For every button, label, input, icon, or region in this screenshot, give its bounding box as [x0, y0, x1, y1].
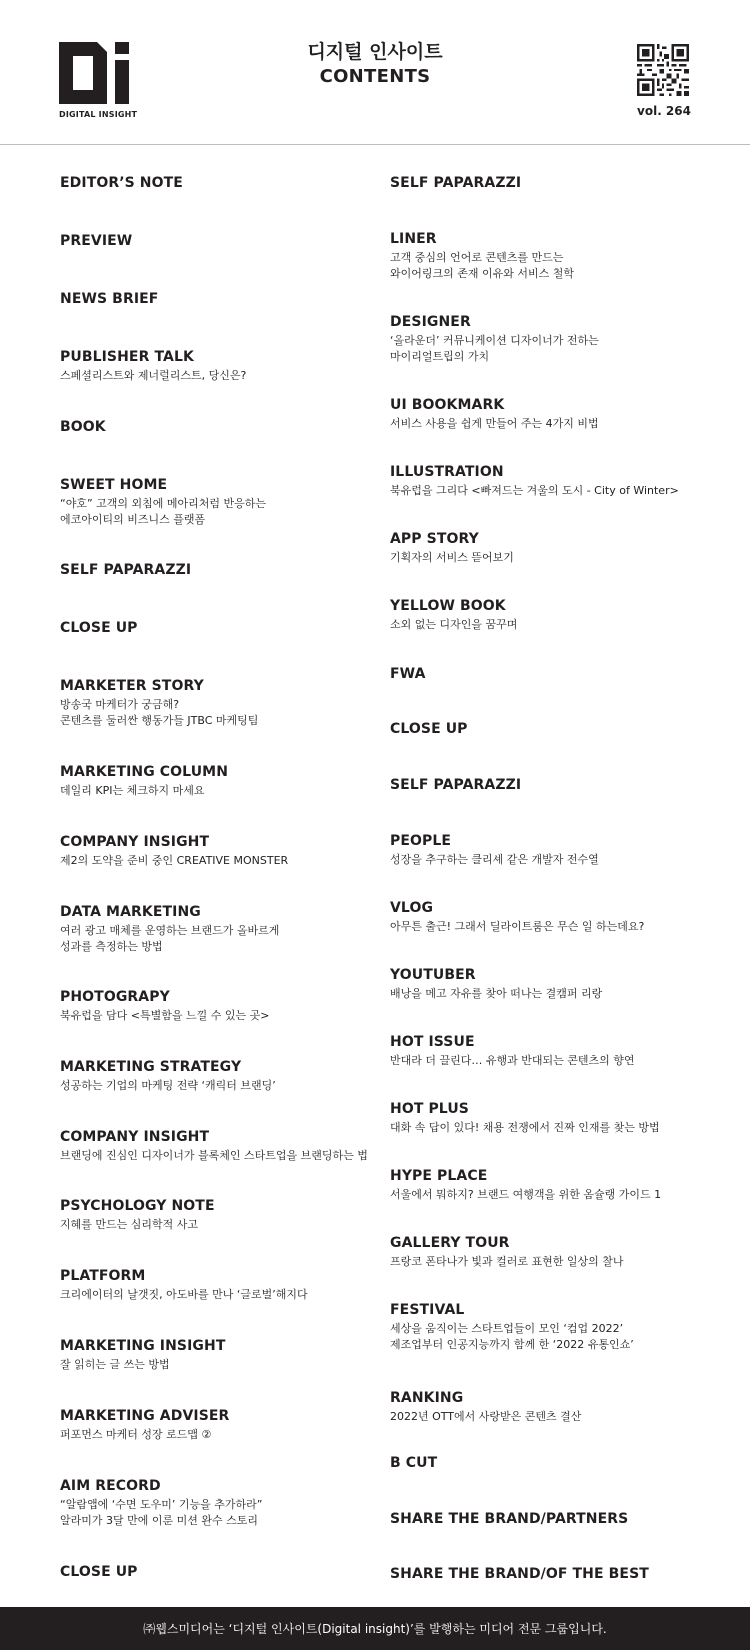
contents-heading: CONTENTS: [319, 66, 431, 87]
contents-entry[interactable]: [390, 776, 740, 794]
contents-entry[interactable]: [60, 1058, 375, 1094]
section-title: YELLOW BOOK: [390, 598, 506, 614]
section-title: SELF PAPARAZZI: [390, 175, 522, 191]
article-description: 알라미가 3달 만에 이룬 미션 완수 스토리: [60, 1514, 258, 1527]
article-description: 세상을 움직이는 스타트업들이 모인 ‘컴업 2022’: [390, 1322, 624, 1335]
section-title: MARKETER STORY: [60, 678, 204, 694]
section-title: SHARE THE BRAND/OF THE BEST: [390, 1566, 649, 1582]
section-title: COMPANY INSIGHT: [60, 834, 210, 850]
masthead: [0, 0, 750, 145]
contents-entry[interactable]: [390, 1454, 740, 1472]
contents-entry[interactable]: [60, 1563, 375, 1581]
section-title: NEWS BRIEF: [60, 291, 159, 307]
article-description: 마이리얼트립의 가치: [390, 350, 490, 363]
contents-entry[interactable]: [60, 232, 375, 250]
article-description: 지혜를 만드는 심리학적 사고: [60, 1218, 199, 1231]
section-title: UI BOOKMARK: [390, 397, 505, 413]
article-description: 데일리 KPI는 체크하지 마세요: [60, 784, 205, 797]
section-title: RANKING: [390, 1390, 464, 1406]
article-description: ‘올라운더’ 커뮤니케이션 디자이너가 전하는: [390, 334, 599, 347]
section-title: HOT ISSUE: [390, 1034, 475, 1050]
article-description: 스페셜리스트와 제너럴리스트, 당신은?: [60, 369, 247, 382]
contents-entry[interactable]: [390, 1100, 740, 1136]
contents-entry[interactable]: [60, 418, 375, 436]
contents-entry[interactable]: [60, 763, 375, 799]
contents-entry[interactable]: [60, 1128, 375, 1164]
di-logo-mark: [59, 42, 135, 104]
contents-entry[interactable]: [390, 1167, 740, 1203]
section-title: MARKETING INSIGHT: [60, 1338, 226, 1354]
article-description: 잘 읽히는 글 쓰는 방법: [60, 1358, 170, 1371]
article-description: 콘텐츠를 둘러싼 행동가들 JTBC 마케팅팀: [60, 714, 259, 727]
article-description: 대화 속 답이 있다! 채용 전쟁에서 진짜 인재를 찾는 방법: [390, 1121, 660, 1134]
article-description: 에코아이티의 비즈니스 플랫폼: [60, 513, 206, 526]
article-description: 소외 없는 디자인을 꿈꾸며: [390, 618, 518, 631]
article-description: 와이어링크의 존재 이유와 서비스 철학: [390, 267, 575, 280]
contents-entry[interactable]: [60, 619, 375, 637]
article-description: 배낭을 메고 자유를 찾아 떠나는 결캠퍼 리랑: [390, 987, 603, 1000]
contents-entry[interactable]: [390, 1565, 740, 1583]
article-description: 여러 광고 매체를 운영하는 브랜드가 올바르게: [60, 924, 280, 937]
publisher-footer: [0, 1607, 750, 1650]
contents-entry[interactable]: [390, 966, 740, 1002]
contents-entry[interactable]: [390, 174, 740, 192]
article-description: 2022년 OTT에서 사랑받은 콘텐츠 결산: [390, 1410, 582, 1423]
contents-entry[interactable]: [60, 1337, 375, 1373]
contents-entry[interactable]: [60, 476, 375, 528]
contents-entry[interactable]: [390, 1389, 740, 1425]
contents-entry[interactable]: [390, 396, 740, 432]
article-description: 크리에이터의 날갯짓, 아도바를 만나 ‘글로벌’해지다: [60, 1288, 308, 1301]
contents-entry[interactable]: [390, 720, 740, 738]
contents-entry[interactable]: [390, 832, 740, 868]
contents-entry[interactable]: [390, 1510, 740, 1528]
contents-entry[interactable]: [60, 290, 375, 308]
article-description: “야호” 고객의 외침에 메아리처럼 반응하는: [60, 497, 267, 510]
article-description: 기획자의 서비스 뜯어보기: [390, 551, 514, 564]
section-title: ILLUSTRATION: [390, 464, 504, 480]
section-title: SHARE THE BRAND/PARTNERS: [390, 1511, 629, 1527]
logo-wordmark: DIGITAL INSIGHT: [59, 110, 138, 119]
section-title: FESTIVAL: [390, 1302, 465, 1318]
contents-entry[interactable]: [390, 1301, 740, 1353]
section-title: BOOK: [60, 419, 106, 435]
contents-entry[interactable]: [390, 1234, 740, 1270]
contents-entry[interactable]: [390, 597, 740, 633]
section-title: FWA: [390, 666, 426, 682]
section-title: EDITOR’S NOTE: [60, 175, 183, 191]
article-description: 서울에서 뭐하지? 브랜드 여행객을 위한 옴슐랭 가이드 1: [390, 1188, 662, 1201]
contents-entry[interactable]: [390, 530, 740, 566]
contents-entry[interactable]: [60, 1477, 375, 1529]
article-description: “알람앱에 ‘수면 도우미’ 기능을 추가하라”: [60, 1498, 263, 1511]
contents-entry[interactable]: [60, 988, 375, 1024]
section-title: PUBLISHER TALK: [60, 349, 194, 365]
article-description: 퍼포먼스 마케터 성장 로드맵 ②: [60, 1428, 212, 1441]
article-description: 성공하는 기업의 마케팅 전략 ‘캐릭터 브랜딩’: [60, 1079, 276, 1092]
contents-entry[interactable]: [60, 1407, 375, 1443]
article-description: 제조업부터 인공지능까지 함께 한 ‘2022 유통인쇼’: [390, 1338, 634, 1351]
title-block: [250, 40, 500, 90]
magazine-title-korean: 디지털 인사이트: [307, 41, 443, 63]
volume-number: vol. 264: [637, 104, 691, 118]
section-title: HYPE PLACE: [390, 1168, 488, 1184]
section-title: PEOPLE: [390, 833, 452, 849]
article-description: 프랑코 폰타나가 빛과 컬러로 표현한 일상의 찰나: [390, 1255, 624, 1268]
section-title: YOUTUBER: [390, 967, 476, 983]
section-title: VLOG: [390, 900, 434, 916]
section-title: APP STORY: [390, 531, 479, 547]
contents-entry[interactable]: [60, 348, 375, 384]
section-title: PHOTOGRAPY: [60, 989, 170, 1005]
contents-entry[interactable]: [390, 230, 740, 282]
section-title: MARKETING COLUMN: [60, 764, 229, 780]
contents-entry[interactable]: [60, 561, 375, 579]
article-description: 제2의 도약을 준비 중인 CREATIVE MONSTER: [60, 854, 289, 867]
section-title: MARKETING ADVISER: [60, 1408, 230, 1424]
section-title: HOT PLUS: [390, 1101, 469, 1117]
contents-entry[interactable]: [390, 463, 740, 499]
section-title: PLATFORM: [60, 1268, 146, 1284]
section-title: DATA MARKETING: [60, 904, 201, 920]
article-description: 성과를 측정하는 방법: [60, 940, 163, 953]
contents-entry[interactable]: [60, 903, 375, 955]
section-title: DESIGNER: [390, 314, 471, 330]
section-title: CLOSE UP: [60, 1564, 138, 1580]
section-title: PSYCHOLOGY NOTE: [60, 1198, 215, 1214]
section-title: SWEET HOME: [60, 477, 168, 493]
article-description: 서비스 사용을 쉽게 만들어 주는 4가지 비법: [390, 417, 599, 430]
digital-insight-logo: [59, 42, 139, 119]
article-description: 북유럽을 담다 <특별함을 느낄 수 있는 곳>: [60, 1009, 270, 1022]
section-title: MARKETING STRATEGY: [60, 1059, 242, 1075]
article-description: 북유럽을 그리다 <빠져드는 겨울의 도시 - City of Winter>: [390, 484, 679, 497]
article-description: 아무튼 출근! 그래서 딜라이트룸은 무슨 일 하는데요?: [390, 920, 645, 933]
contents-entry[interactable]: [60, 174, 375, 192]
contents-entry[interactable]: [390, 665, 740, 683]
article-description: 반대라 더 끌린다… 유행과 반대되는 콘텐츠의 향연: [390, 1054, 635, 1067]
article-description: 방송국 마케터가 궁금해?: [60, 698, 180, 711]
contents-entry[interactable]: [60, 677, 375, 729]
contents-entry[interactable]: [60, 833, 375, 869]
section-title: LINER: [390, 231, 437, 247]
section-title: CLOSE UP: [60, 620, 138, 636]
article-description: 브랜딩에 진심인 디자이너가 블록체인 스타트업을 브랜딩하는 법: [60, 1149, 368, 1162]
section-title: PREVIEW: [60, 233, 133, 249]
footer-text: ㈜웹스미디어는 ‘디지털 인사이트(Digital insight)’를 발행하는 미디어 전문 그룹입니다.: [143, 1622, 607, 1636]
article-description: 고객 중심의 언어로 콘텐츠를 만드는: [390, 251, 564, 264]
section-title: GALLERY TOUR: [390, 1235, 510, 1251]
header-divider: [0, 144, 750, 145]
contents-entry[interactable]: [60, 1267, 375, 1303]
section-title: SELF PAPARAZZI: [390, 777, 522, 793]
section-title: AIM RECORD: [60, 1478, 161, 1494]
section-title: CLOSE UP: [390, 721, 468, 737]
contents-entry[interactable]: [60, 1197, 375, 1233]
section-title: SELF PAPARAZZI: [60, 562, 192, 578]
contents-entry[interactable]: [390, 1033, 740, 1069]
qr-code-icon[interactable]: [637, 44, 689, 96]
section-title: COMPANY INSIGHT: [60, 1129, 210, 1145]
contents-entry[interactable]: [390, 313, 740, 365]
contents-entry[interactable]: [390, 899, 740, 935]
article-description: 성장을 추구하는 클리셰 같은 개발자 전수열: [390, 853, 599, 866]
section-title: B CUT: [390, 1455, 438, 1471]
